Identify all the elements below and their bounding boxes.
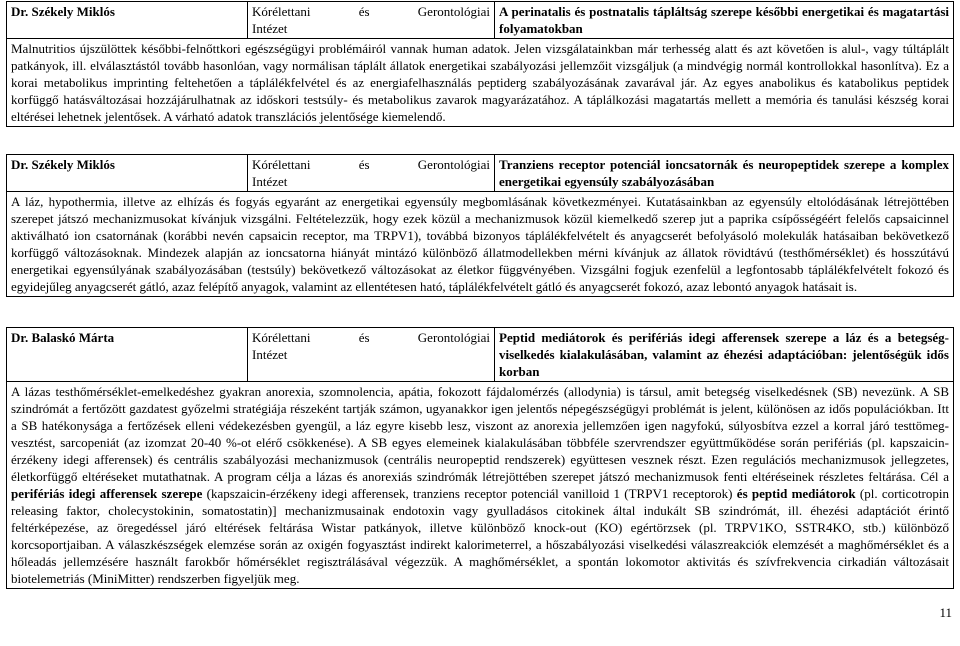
author-name: Dr. Balaskó Márta	[7, 328, 248, 382]
institute-name	[248, 2, 495, 39]
author-name: Dr. Székely Miklós	[7, 155, 248, 192]
project-abstract: Malnutritios újszülöttek későbbi-felnőttkori egészségügyi problémáiról vannak human adatok. Jelen vizsgálatainkban már terhesség alatt és azt követően is alul-, vagy túltáplált patkányok, ill. elválasztástól tovább hasonlóan, vagy normálisan táplált állatok energetikai szabályozási jellemzőit vizsgáljuk (a mindvégig normál kontrollokkal hasonlítva). Ez a korai metabolikus imprinting feltehetően a táplálékfelvétel és az energiafelhasználás peptiderg szabályozásának zavarával jár. Az egyes anabolikus és katabolikus peptidek korfüggő hatásváltozásai hozzájárulhatnak az időskori testsúly- és metabolikus zavarok magyarázatához. A táplálkozási magatartás mellett a memória és tanulási készség korai eltérései lehetnek jelentősek. A várható adatok transzlációs jelentősége kiemelendő.	[7, 39, 954, 127]
abstract-text: A lázas testhőmérséklet-emelkedéshez gyakran anorexia, szomnolencia, apátia, fokozott fájdalomérzés (allodynia) is társul, amit betegség viselkedésnek (SB) nevezünk. A SB szindrómát a fertőzött gazdatest győzelmi stratégiája részeként tartják számon, ugyanakkor igen jelentős népegészségügyi problémát is jelent, különösen az idős populációkban. Itt a SB hatékonysága a fertőzések elleni védekezésben gyengül, a láz egyre kisebb lesz, viszont az anorexia jellemzően igen nagyfokú, súlyosbítva ezzel a korral járó testtömeg-vesztést, sarcopeniát (az izomzat 20-40 %-ot elérő csökkenése). A SB egyes elemeinek kialakulásában többféle szervrendszer együttműködése során perifériás (pl. kapszaicin-érzékeny idegi afferensek) és centrális szabályozási mechanizmusok (centrális neuropeptid rendszerek) együttesen vesznek részt. Ezen regulációs mechanizmusok jellegzetes, életkorfüggő eltéréseket mutathatnak. A program célja a lázas és anorexiás szindrómák létrejöttében szerepet játszó mechanizmusok fenti eltéréseinek részletes feltárása. Cél a	[11, 384, 949, 484]
institute-line-2: Intézet	[252, 21, 288, 36]
project-abstract	[7, 382, 954, 589]
institute-line: Kórélettani és Gerontológiai	[252, 4, 490, 19]
author-name: Dr. Székely Miklós	[7, 2, 248, 39]
institute-line: Kórélettani és Gerontológiai	[252, 157, 490, 172]
abstract-emphasis: és peptid mediátorok	[736, 486, 856, 501]
project-entry-3	[6, 327, 954, 589]
institute-line-2: Intézet	[252, 174, 288, 189]
project-title: A perinatalis és postnatalis tápláltság szerepe későbbi energetikai és magatartási folyamatokban	[495, 2, 954, 39]
project-title: Tranziens receptor potenciál ioncsatornák és neuropeptidek szerepe a komplex energetikai egyensúly szabályozásában	[495, 155, 954, 192]
page-number: 11	[939, 605, 952, 620]
project-entry-1	[6, 1, 954, 127]
institute-name	[248, 328, 495, 382]
institute-line: Kórélettani és Gerontológiai	[252, 330, 490, 345]
institute-line-2: Intézet	[252, 347, 288, 362]
abstract-text: (pl. corticotropin releasing faktor, cholecystokinin, somatostatin)] mechanizmusainak endotoxin vagy gyulladásos citokinek által indukált SB szindrómát, ill. éhezési adaptációt érintő feltérképezése, az öregedéssel járó eltérések feltárása Wistar patkányok, illetve különböző knock-out (KO) egértörzsek (pl. TRPV1KO, SSTR4KO, stb.) különböző korcsoportjaiban. A válaszkészségek elemzése során az oxigén fogyasztást indirekt kalorimeterrel, a hőszabályozási viselkedési válaszreakciók elemzését a maghőmérséklet és a hőleadás jellemzésére használt farokbőr hőmérséklet regisztrálásával végezzük. A maghőmérséklet, a spontán lokomotor aktivitás és szívfrekvencia cirkadián változásait biotelemetriás (MiniMitter) rendszerben figyeljük meg.	[11, 486, 949, 586]
project-abstract: A láz, hypothermia, illetve az elhízás és fogyás egyaránt az energetikai egyensúly megbomlásának következményei. Kutatásainkban az egyensúly eltolódásának létrejöttében szerepet játszó mechanizmusokat kívánjuk vizsgálni. Feltételezzük, hogy ezek közül a mechanizmusok közül kiemelkedő szerep jut a paprika csípősségéért felelős capsaicinnel aktiválható ion csatornának (korábbi nevén capsaicin receptor, ma TRPV1), továbbá bizonyos táplálékfelvételt és anyagcserét befolyásoló molekulák hatásaiban bekövetkező korfüggő változásoknak. Mindezek alapján az ioncsatorna hiányát mintázó különböző állatmodellekben mérni kívánjuk az állatok rövidtávú (testhőmérséklet) és hosszútávú energetikai egyensúlyának szabályozásában (testsúly) bekövetkező változásokat az életkor függvényében. Vizsgálni fogjuk ezenfelül a legfontosabb táplálékfelvételt fokozó és egyidejűleg anyagcserét gátló, azaz felépítő anyagok, valamint az ellentétesen ható, táplálékfelvételt gátló és anyagcserét fokozó, azaz lebontó anyagok hatásait is.	[7, 192, 954, 297]
abstract-text: (kapszaicin-érzékeny idegi afferensek, tranziens receptor potenciál vanilloid 1 (TRPV1 receptorok)	[202, 486, 737, 501]
institute-name	[248, 155, 495, 192]
project-title: Peptid mediátorok és perifériás idegi afferensek szerepe a láz és a betegség-viselkedés kialakulásában, valamint az éhezési adaptációban: jelentőségük idős korban	[495, 328, 954, 382]
project-entry-2	[6, 154, 954, 297]
abstract-emphasis: perifériás idegi afferensek szerepe	[11, 486, 203, 501]
